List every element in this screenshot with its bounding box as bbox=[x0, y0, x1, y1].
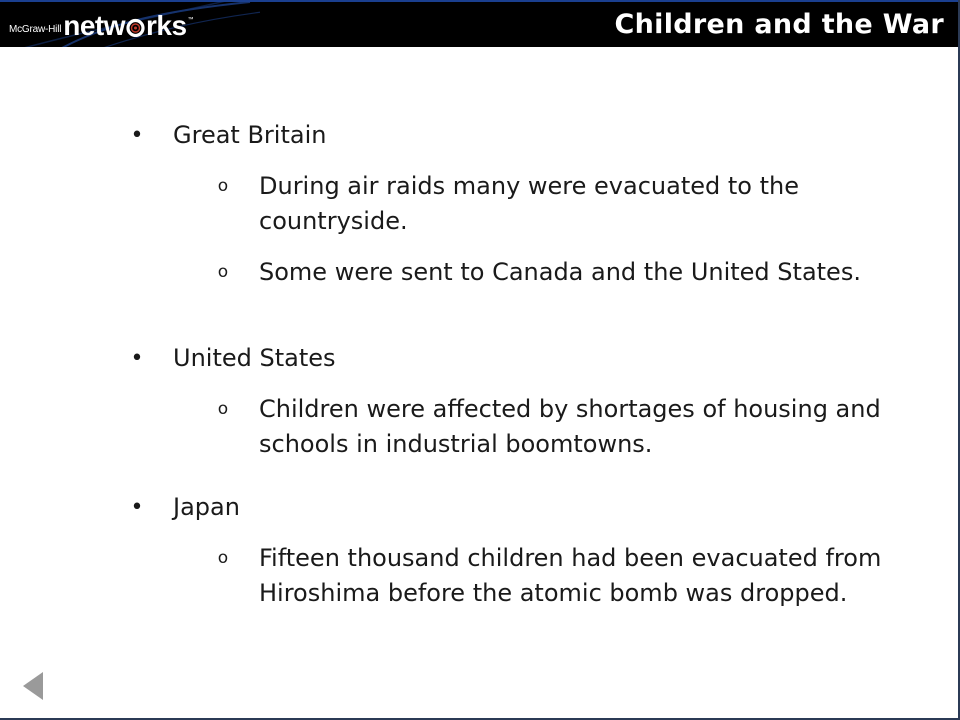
sub-bullet-text: Fifteen thousand children had been evacuated from Hiroshima before the atomic bomb was dropped. bbox=[259, 544, 882, 607]
sub-bullet-marker: o bbox=[217, 176, 229, 196]
bullet-label: United States bbox=[173, 344, 336, 372]
wordmark-start: netw bbox=[63, 10, 126, 41]
bullet-dot: • bbox=[130, 123, 144, 148]
sub-bullet-marker: o bbox=[217, 262, 229, 282]
bullet-dot: • bbox=[130, 495, 144, 520]
sub-bullet-marker: o bbox=[217, 548, 229, 568]
sub-bullet-text: Some were sent to Canada and the United States. bbox=[259, 258, 861, 286]
trademark-mark: ™ bbox=[187, 17, 194, 23]
bullet-label: Japan bbox=[173, 493, 240, 521]
publisher-label: McGraw-Hill bbox=[9, 23, 62, 35]
sub-bullet-text: Children were affected by shortages of housing and schools in industrial boomtowns. bbox=[259, 395, 881, 458]
wordmark-end: rks bbox=[146, 10, 187, 41]
sub-bullet-text: During air raids many were evacuated to the countryside. bbox=[259, 172, 799, 235]
page-title: Children and the War bbox=[614, 9, 944, 40]
previous-slide-button[interactable] bbox=[22, 671, 44, 701]
bullet-label: Great Britain bbox=[173, 121, 327, 149]
bullet-dot: • bbox=[130, 346, 144, 371]
sub-bullet-marker: o bbox=[217, 399, 229, 419]
triangle-left-icon bbox=[22, 671, 44, 701]
